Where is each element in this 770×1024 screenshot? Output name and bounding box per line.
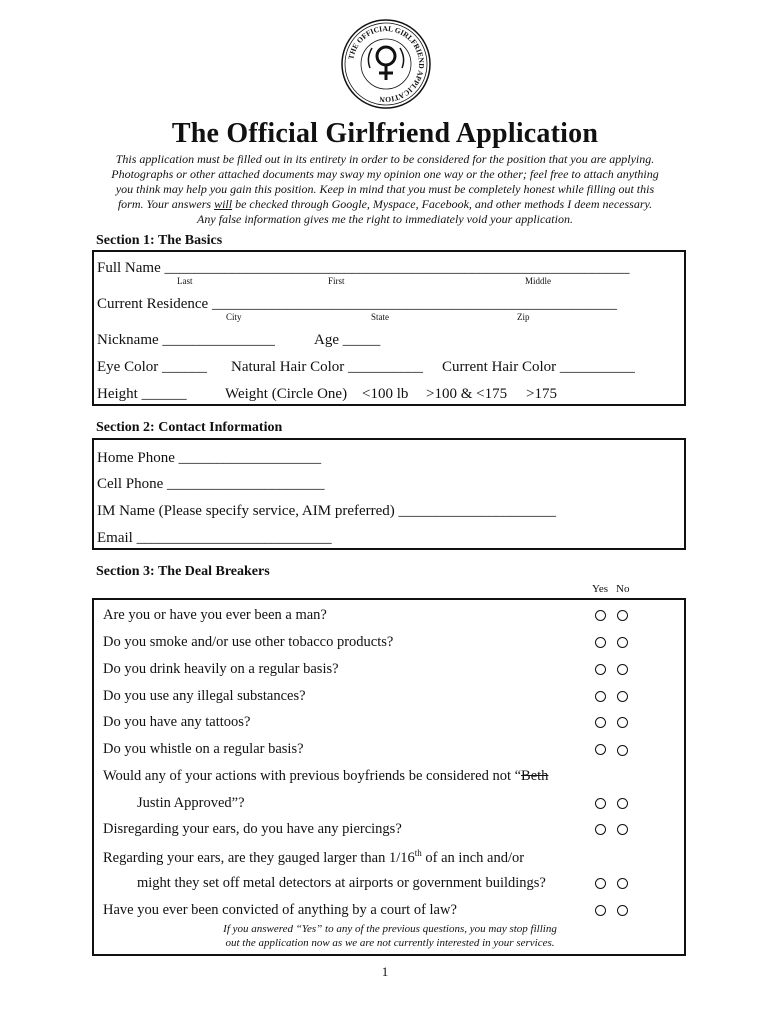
- full-name-field[interactable]: Full Name ______________________________________________________________: [97, 260, 630, 276]
- q10-no-radio[interactable]: [617, 905, 628, 916]
- q7-yes-radio[interactable]: [595, 798, 606, 809]
- yes-column-label: Yes: [592, 583, 609, 595]
- official-seal-logo: [340, 18, 432, 110]
- question-7: [103, 768, 548, 785]
- question-9-continued: might they set off metal detectors at airports or government buildings?: [137, 875, 546, 891]
- intro-paragraph: [95, 152, 675, 227]
- question-7-continued: Justin Approved”?: [137, 795, 245, 811]
- q6-yes-radio[interactable]: [595, 744, 606, 755]
- intro-line: you think may help you gain this position. Keep in mind that you must be completely honest while filling out this: [115, 182, 655, 196]
- intro-line: Photographs or other attached documents may sway my opinion one way or the other; feel free to attach anything: [111, 167, 659, 181]
- stop-note: [100, 922, 680, 950]
- question-9: [103, 848, 524, 867]
- q1-no-radio[interactable]: [617, 610, 628, 621]
- intro-emphasis: will: [214, 197, 233, 211]
- weight-option-under-100[interactable]: <100 lb: [362, 386, 409, 402]
- question-9-text-end: of an inch and/or: [421, 849, 525, 866]
- q5-no-radio[interactable]: [617, 717, 628, 728]
- question-10: Have you ever been convicted of anything by a court of law?: [103, 902, 457, 918]
- q9-yes-radio[interactable]: [595, 878, 606, 889]
- question-6: Do you whistle on a regular basis?: [103, 741, 304, 757]
- q8-no-radio[interactable]: [617, 824, 628, 835]
- question-1: Are you or have you ever been a man?: [103, 607, 327, 623]
- intro-line: This application must be filled out in its entirety in order to be considered for the position that you are applying.: [115, 152, 655, 166]
- q7-no-radio[interactable]: [617, 798, 628, 809]
- height-field[interactable]: Height ______: [97, 386, 187, 402]
- q2-no-radio[interactable]: [617, 637, 628, 648]
- question-8: Disregarding your ears, do you have any piercings?: [103, 821, 402, 837]
- question-5: Do you have any tattoos?: [103, 714, 251, 730]
- intro-line: [95, 197, 675, 212]
- section1-heading: Section 1: The Basics: [96, 233, 223, 248]
- q10-yes-radio[interactable]: [595, 905, 606, 916]
- q8-yes-radio[interactable]: [595, 824, 606, 835]
- full-name-middle-label: Middle: [525, 276, 551, 286]
- q6-no-radio[interactable]: [617, 745, 628, 756]
- home-phone-field[interactable]: Home Phone ___________________: [97, 450, 322, 466]
- section2-heading: Section 2: Contact Information: [96, 420, 283, 435]
- stop-note-line: out the application now as we are not currently interested in your services.: [225, 937, 555, 949]
- intro-line: Any false information gives me the right to immediately void your application.: [197, 212, 573, 226]
- residence-state-label: State: [371, 312, 389, 322]
- current-hair-field[interactable]: Current Hair Color __________: [442, 359, 635, 375]
- q3-no-radio[interactable]: [617, 664, 628, 675]
- question-7-struck-word: Beth: [521, 768, 549, 784]
- page-number: 1: [381, 964, 389, 979]
- q4-no-radio[interactable]: [617, 691, 628, 702]
- im-name-field[interactable]: IM Name (Please specify service, AIM preferred) _____________________: [97, 503, 557, 519]
- age-field[interactable]: Age _____: [314, 332, 381, 348]
- q3-yes-radio[interactable]: [595, 664, 606, 675]
- full-name-last-label: Last: [177, 276, 193, 286]
- page-title: The Official Girlfriend Application: [171, 118, 599, 149]
- stop-note-line: If you answered “Yes” to any of the previous questions, you may stop filling: [223, 923, 557, 935]
- weight-label: Weight (Circle One): [225, 386, 348, 402]
- q1-yes-radio[interactable]: [595, 610, 606, 621]
- weight-option-over-175[interactable]: >175: [526, 386, 557, 402]
- section3-heading: Section 3: The Deal Breakers: [96, 564, 270, 579]
- residence-zip-label: Zip: [517, 312, 530, 322]
- q9-no-radio[interactable]: [617, 878, 628, 889]
- question-7-text: Would any of your actions with previous boyfriends be considered not “: [103, 768, 522, 784]
- email-field[interactable]: Email __________________________: [97, 530, 332, 546]
- weight-option-100-175[interactable]: >100 & <175: [426, 386, 508, 402]
- question-3: Do you drink heavily on a regular basis?: [103, 661, 339, 677]
- no-column-label: No: [616, 583, 630, 595]
- question-9-superscript: th: [414, 848, 422, 858]
- intro-text: be checked through Google, Myspace, Facebook, and other methods I deem necessary.: [232, 197, 653, 211]
- question-4: Do you use any illegal substances?: [103, 688, 306, 704]
- residence-city-label: City: [226, 312, 242, 322]
- full-name-first-label: First: [328, 276, 345, 286]
- svg-text:THE OFFICIAL GIRLFRIEND APPLIC: THE OFFICIAL GIRLFRIEND APPLICATION: [346, 23, 427, 105]
- cell-phone-field[interactable]: Cell Phone _____________________: [97, 476, 325, 492]
- eye-color-field[interactable]: Eye Color ______: [97, 359, 207, 375]
- q2-yes-radio[interactable]: [595, 637, 606, 648]
- q5-yes-radio[interactable]: [595, 717, 606, 728]
- nickname-field[interactable]: Nickname _______________: [97, 332, 275, 348]
- q4-yes-radio[interactable]: [595, 691, 606, 702]
- natural-hair-field[interactable]: Natural Hair Color __________: [231, 359, 424, 375]
- question-9-text: Regarding your ears, are they gauged larger than 1/16: [103, 849, 415, 866]
- question-2: Do you smoke and/or use other tobacco products?: [103, 634, 394, 650]
- residence-field[interactable]: Current Residence ______________________________________________________: [97, 296, 617, 312]
- intro-text: form. Your answers: [117, 197, 215, 211]
